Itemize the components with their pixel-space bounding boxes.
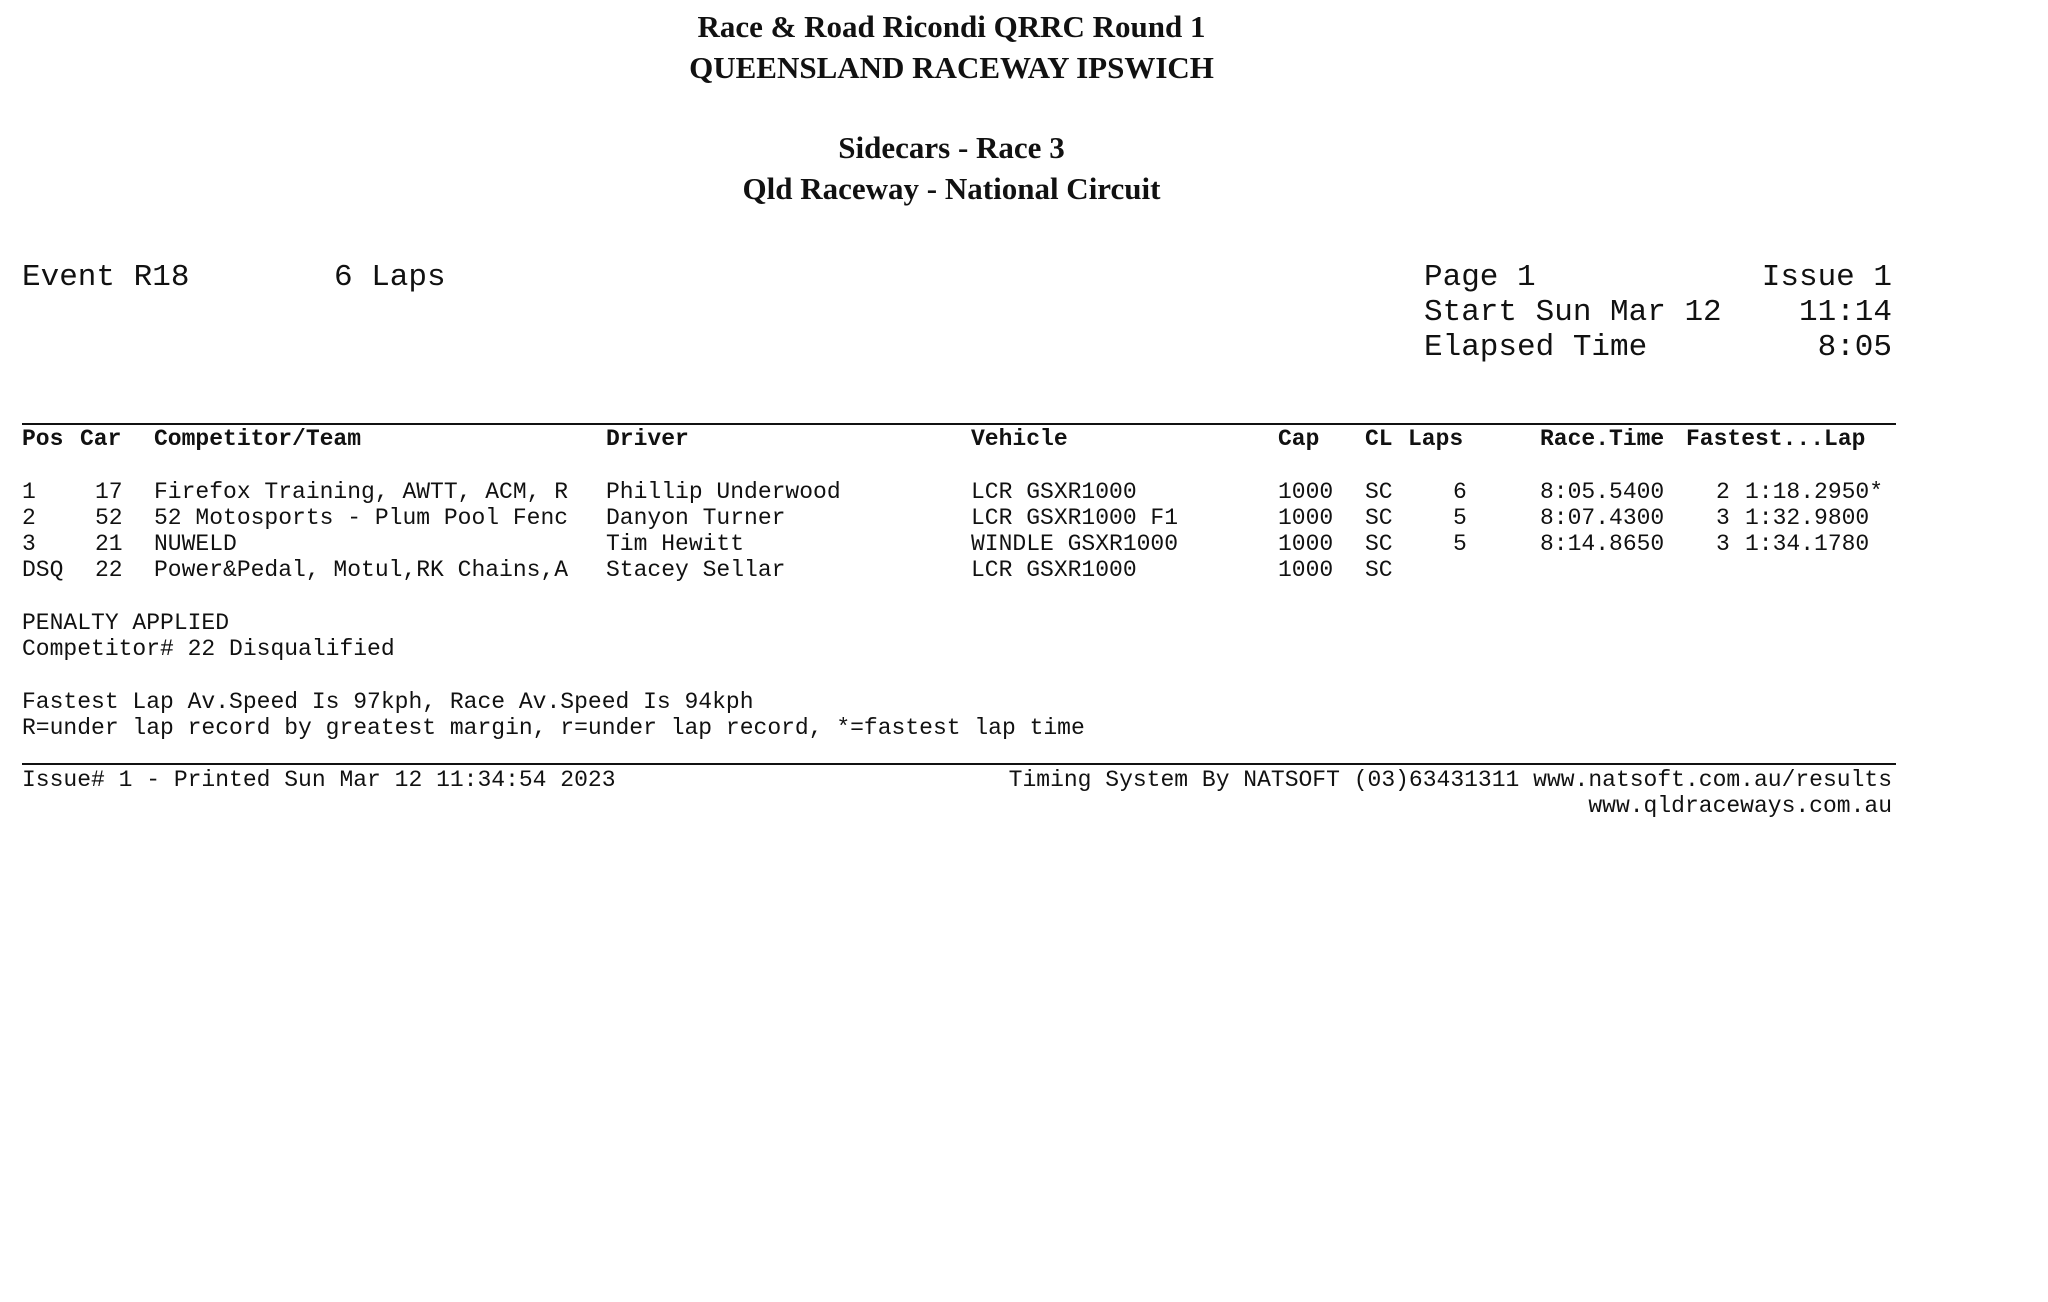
row-team: 52 Motosports - Plum Pool Fenc: [154, 505, 569, 531]
row-team: Power&Pedal, Motul,RK Chains,A: [154, 557, 569, 583]
footer-divider: [22, 763, 1896, 765]
row-driver: Tim Hewitt: [606, 531, 745, 557]
row-car: 52: [95, 505, 123, 531]
website-link[interactable]: www.qldraceways.com.au: [1588, 793, 1892, 819]
row-fastest-lap-time: 1:34.1780: [1745, 531, 1870, 557]
row-fastest-lap-number: 3: [1716, 531, 1730, 557]
elapsed-value: 8:05: [1817, 330, 1892, 365]
page-number: Page 1: [1424, 260, 1536, 295]
row-cl: SC: [1365, 479, 1393, 505]
col-car: Car: [80, 426, 122, 452]
row-fastest-lap-number: 2: [1716, 479, 1730, 505]
row-pos: 1: [22, 479, 36, 505]
start-label: Start Sun Mar 12: [1424, 295, 1722, 330]
col-team: Competitor/Team: [154, 426, 362, 452]
row-race-time: 8:07.4300: [1540, 505, 1665, 531]
row-cl: SC: [1365, 557, 1393, 583]
row-fastest-lap-time: 1:18.2950*: [1745, 479, 1884, 505]
race-laps: 6 Laps: [334, 260, 446, 295]
race-title: Sidecars - Race 3: [838, 130, 1065, 165]
row-laps: 6: [1453, 479, 1467, 505]
row-pos: DSQ: [22, 557, 64, 583]
venue-title: QUEENSLAND RACEWAY IPSWICH: [689, 50, 1214, 85]
row-driver: Phillip Underwood: [606, 479, 841, 505]
row-fastest-lap-number: 3: [1716, 505, 1730, 531]
row-pos: 2: [22, 505, 36, 531]
event-title: Race & Road Ricondi QRRC Round 1: [697, 9, 1206, 44]
row-vehicle: LCR GSXR1000: [971, 557, 1137, 583]
timing-system-info: Timing System By NATSOFT (03)63431311 www.natsoft.com.au/results: [1008, 767, 1892, 793]
row-cl: SC: [1365, 531, 1393, 557]
row-race-time: 8:14.8650: [1540, 531, 1665, 557]
legend-note: R=under lap record by greatest margin, r=under lap record, *=fastest lap time: [22, 715, 1085, 741]
circuit-title: Qld Raceway - National Circuit: [742, 171, 1161, 206]
event-number: Event R18: [22, 260, 190, 295]
row-team: NUWELD: [154, 531, 237, 557]
header-divider: [22, 423, 1896, 425]
col-cl: CL: [1365, 426, 1393, 452]
col-vehicle: Vehicle: [971, 426, 1068, 452]
penalty-title: PENALTY APPLIED: [22, 610, 230, 636]
average-speed-note: Fastest Lap Av.Speed Is 97kph, Race Av.Speed Is 94kph: [22, 689, 754, 715]
row-race-time: 8:05.5400: [1540, 479, 1665, 505]
row-vehicle: LCR GSXR1000 F1: [971, 505, 1179, 531]
col-fastest-lap: Fastest...Lap: [1686, 426, 1866, 452]
row-fastest-lap-time: 1:32.9800: [1745, 505, 1870, 531]
row-car: 21: [95, 531, 123, 557]
row-vehicle: LCR GSXR1000: [971, 479, 1137, 505]
col-driver: Driver: [606, 426, 689, 452]
issue-number: Issue 1: [1761, 260, 1892, 295]
start-time: 11:14: [1798, 295, 1892, 330]
row-cap: 1000: [1278, 479, 1334, 505]
row-pos: 3: [22, 531, 36, 557]
row-cl: SC: [1365, 505, 1393, 531]
row-laps: 5: [1453, 531, 1467, 557]
col-laps: Laps: [1408, 426, 1464, 452]
row-cap: 1000: [1278, 531, 1334, 557]
penalty-detail: Competitor# 22 Disqualified: [22, 636, 395, 662]
printed-info: Issue# 1 - Printed Sun Mar 12 11:34:54 2023: [22, 767, 616, 793]
row-car: 17: [95, 479, 123, 505]
row-vehicle: WINDLE GSXR1000: [971, 531, 1179, 557]
col-pos: Pos: [22, 426, 64, 452]
row-team: Firefox Training, AWTT, ACM, R: [154, 479, 569, 505]
elapsed-label: Elapsed Time: [1424, 330, 1648, 365]
col-cap: Cap: [1278, 426, 1320, 452]
row-cap: 1000: [1278, 505, 1334, 531]
row-driver: Danyon Turner: [606, 505, 786, 531]
col-race-time: Race.Time: [1540, 426, 1665, 452]
row-laps: 5: [1453, 505, 1467, 531]
row-car: 22: [95, 557, 123, 583]
row-driver: Stacey Sellar: [606, 557, 786, 583]
row-cap: 1000: [1278, 557, 1334, 583]
